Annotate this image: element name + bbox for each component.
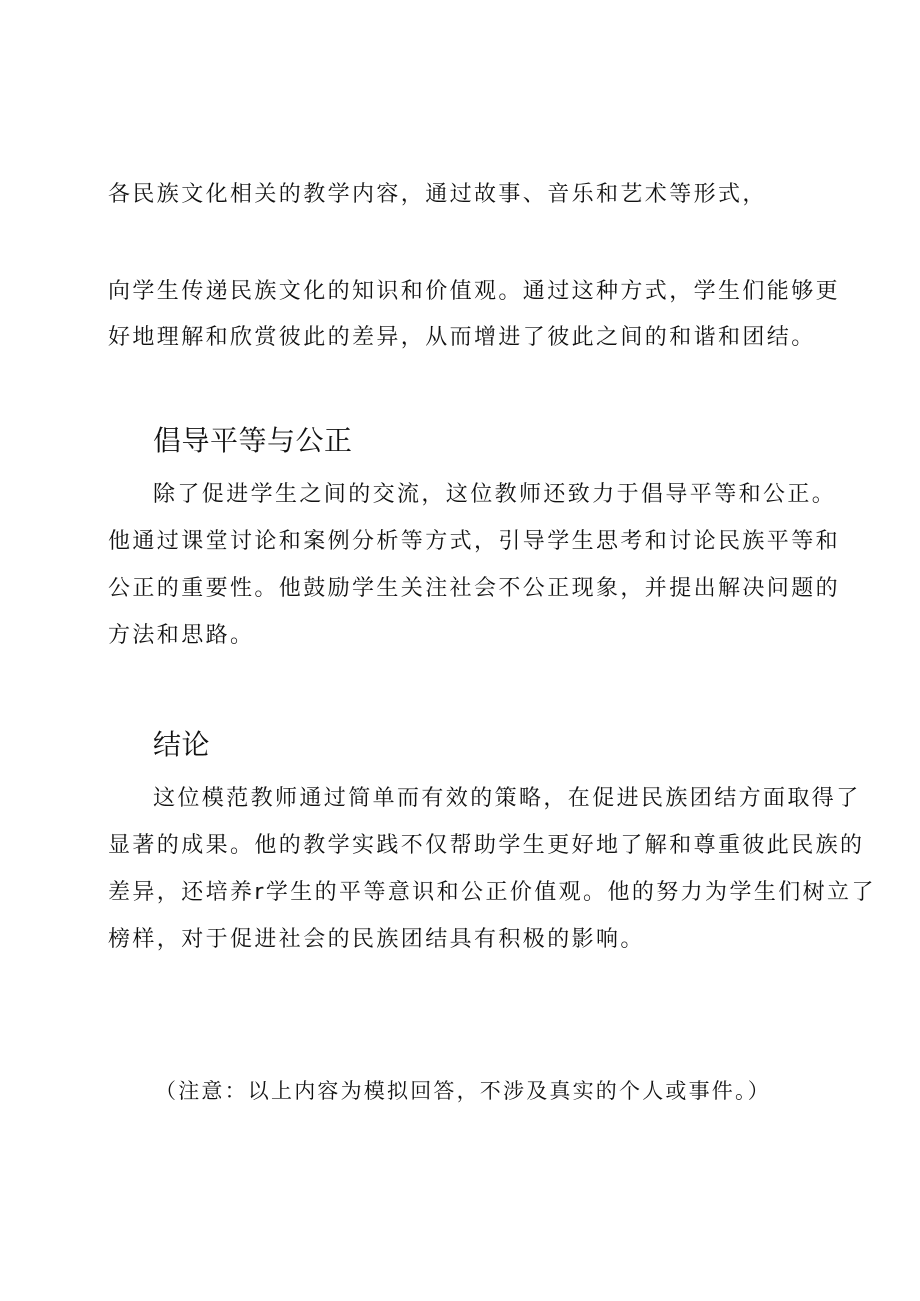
equality-line-2: 他通过课堂讨论和案例分析等方式，引导学生思考和讨论民族平等和: [108, 529, 841, 554]
intro-para-line-1: 向学生传递民族文化的知识和价值观。通过这种方式，学生们能够更: [108, 279, 841, 304]
conclusion-line-2: 显著的成果。他的教学实践不仅帮助学生更好地了解和尊重彼此民族的: [108, 833, 865, 858]
intro-para-line-2: 好地理解和欣赏彼此的差异，从而增进了彼此之间的和谐和团结。: [108, 325, 816, 350]
disclaimer-note: （注意：以上内容为模拟回答，不涉及真实的个人或事件。）: [155, 1079, 771, 1103]
conclusion-line-1: 这位模范教师通过简单而有效的策略，在促进民族团结方面取得了: [153, 786, 861, 811]
section-heading-conclusion: 结论: [153, 728, 211, 761]
conclusion-line-4: 榜样，对于促进社会的民族团结具有积极的影响。: [108, 927, 645, 952]
section-heading-equality: 倡导平等与公正: [153, 424, 353, 457]
equality-line-1: 除了促进学生之间的交流，这位教师还致力于倡导平等和公正。: [153, 482, 837, 507]
conclusion-line-3: 差异，还培养r学生的平等意识和公正价值观。他的努力为学生们树立了: [108, 880, 876, 905]
equality-line-4: 方法和思路。: [108, 623, 255, 648]
intro-line-1: 各民族文化相关的教学内容，通过故事、音乐和艺术等形式，: [108, 182, 767, 207]
equality-line-3: 公正的重要性。他鼓励学生关注社会不公正现象，并提出解决问题的: [108, 576, 841, 601]
